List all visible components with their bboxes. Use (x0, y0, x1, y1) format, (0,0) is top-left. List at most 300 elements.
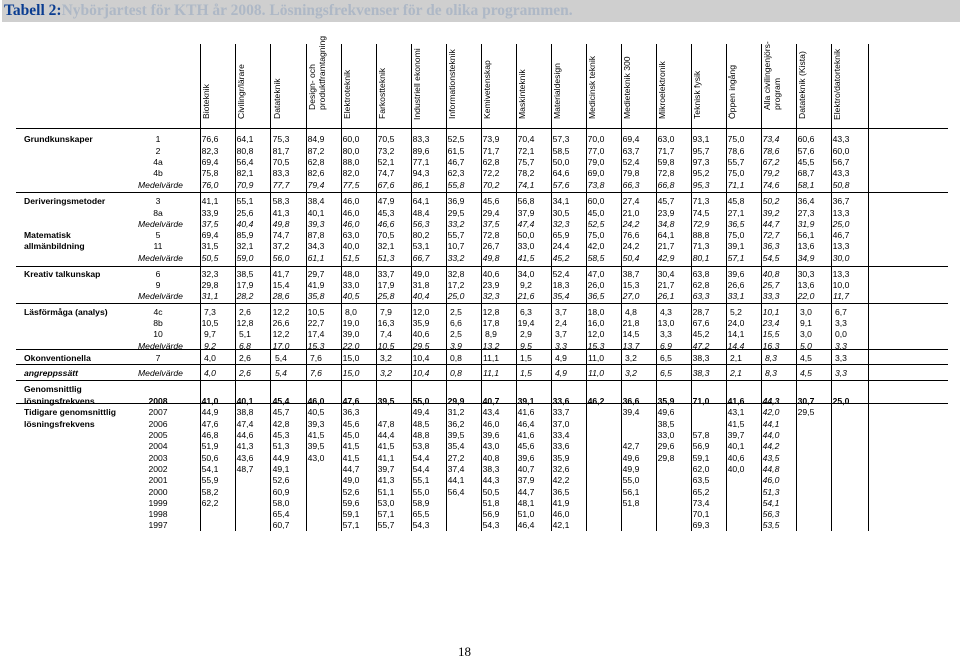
table-cell: 0,0 (835, 329, 847, 339)
table-cell: 50,5 (482, 487, 500, 497)
table-cell: 48,4 (412, 208, 430, 218)
table-cell: 8,9 (485, 329, 497, 339)
table-cell: 51,1 (377, 487, 395, 497)
table-cell: 94,3 (412, 168, 430, 178)
table-cell: 33,4 (552, 430, 570, 440)
table-cell: 46,0 (342, 196, 360, 206)
table-cell: 52,1 (377, 157, 395, 167)
table-cell: 44,9 (272, 453, 290, 463)
table-row (0, 196, 960, 207)
table-cell: 32,3 (552, 219, 570, 229)
table-cell: 34,3 (307, 241, 325, 251)
table-row (0, 208, 960, 219)
table-cell: 49,1 (272, 464, 290, 474)
table-cell: 2,5 (450, 329, 462, 339)
table-cell: 74,7 (272, 230, 290, 240)
table-cell: 43,5 (762, 453, 780, 463)
table-row (0, 441, 960, 452)
table-cell: 77,1 (412, 157, 430, 167)
table-cell: 38,4 (307, 196, 325, 206)
table-cell: 59,0 (236, 253, 254, 263)
table-cell: 41,9 (552, 498, 570, 508)
table-cell: 1,5 (520, 368, 532, 378)
table-cell: 43,3 (832, 134, 850, 144)
table-cell: 35,4 (447, 441, 465, 451)
table-cell: 43,0 (307, 453, 325, 463)
table-cell: 45,0 (342, 430, 360, 440)
table-cell: 70,5 (377, 134, 395, 144)
table-cell: 70,1 (692, 509, 710, 519)
table-cell: 4,9 (555, 353, 567, 363)
table-cell: 74,6 (762, 180, 780, 190)
table-cell: 75,3 (272, 134, 290, 144)
table-cell: 21,7 (657, 241, 675, 251)
table-cell: 10,5 (201, 318, 219, 328)
table-cell: 73,4 (692, 498, 710, 508)
table-cell: 54,1 (201, 464, 219, 474)
table-cell: 39,4 (622, 407, 640, 417)
row-item: 2003 (148, 453, 168, 463)
table-cell: 37,5 (201, 219, 219, 229)
column-header (270, 40, 286, 128)
table-row (0, 168, 960, 179)
table-cell: 29,5 (447, 208, 465, 218)
average-row (0, 180, 960, 191)
table-cell: 64,1 (412, 196, 430, 206)
table-cell: 40,4 (412, 291, 430, 301)
row-item: 1 (155, 134, 161, 144)
table-cell: 40,6 (412, 329, 430, 339)
table-cell: 49,0 (342, 475, 360, 485)
table-cell: 12,8 (236, 318, 254, 328)
table-cell: 36,3 (762, 241, 780, 251)
row-divider (16, 192, 948, 193)
table-cell: 41,3 (272, 208, 290, 218)
column-header (760, 40, 782, 128)
row-divider (16, 128, 948, 129)
column-header-label: Datateknik (272, 77, 282, 119)
row-item: 2 (155, 146, 161, 156)
table-cell: 2,1 (730, 368, 742, 378)
table-row (0, 475, 960, 486)
table-cell: 5,0 (800, 341, 812, 351)
table-cell: 32,8 (447, 269, 465, 279)
table-cell: 54,1 (762, 498, 780, 508)
column-header (480, 40, 496, 128)
table-cell: 42,9 (657, 253, 675, 263)
table-cell: 3,2 (380, 353, 392, 363)
table-cell: 97,3 (692, 157, 710, 167)
table-cell: 73,8 (587, 180, 605, 190)
table-cell: 18,0 (587, 307, 605, 317)
table-cell: 24,0 (727, 318, 745, 328)
table-cell: 57,1 (377, 509, 395, 519)
table-cell: 74,1 (517, 180, 535, 190)
table-cell: 49,6 (657, 407, 675, 417)
table-cell: 40,7 (482, 396, 500, 406)
table-cell: 50,5 (201, 253, 219, 263)
table-row (0, 157, 960, 168)
table-cell: 27,2 (447, 453, 465, 463)
table-cell: 3,2 (625, 353, 637, 363)
table-cell: 56,3 (762, 509, 780, 519)
table-cell: 2,6 (239, 353, 251, 363)
table-cell: 41,1 (377, 453, 395, 463)
table-cell: 3,3 (835, 318, 847, 328)
table-cell: 33,6 (552, 396, 570, 406)
table-cell: 44,3 (482, 475, 500, 485)
table-cell: 32,1 (236, 241, 254, 251)
table-cell: 44,8 (762, 464, 780, 474)
table-cell: 65,4 (272, 509, 290, 519)
table-cell: 64,1 (657, 230, 675, 240)
table-cell: 40,7 (517, 464, 535, 474)
table-cell: 53,1 (412, 241, 430, 251)
table-cell: 53,0 (377, 498, 395, 508)
table-cell: 10,5 (377, 341, 395, 351)
row-item: 10 (153, 329, 163, 339)
table-cell: 13,3 (832, 269, 850, 279)
table-cell: 49,6 (622, 453, 640, 463)
table-cell: 46,0 (482, 419, 500, 429)
table-cell: 44,7 (342, 464, 360, 474)
table-cell: 67,2 (762, 157, 780, 167)
table-cell: 63,5 (692, 475, 710, 485)
table-cell: 45,2 (692, 329, 710, 339)
table-cell: 46,0 (307, 396, 325, 406)
table-cell: 6,5 (660, 368, 672, 378)
table-cell: 67,6 (377, 180, 395, 190)
table-cell: 29,5 (412, 341, 430, 351)
table-cell: 61,1 (307, 253, 325, 263)
table-cell: 44,2 (762, 441, 780, 451)
table-cell: 11,0 (587, 368, 605, 378)
table-cell: 39,6 (482, 430, 500, 440)
table-row (0, 329, 960, 340)
table-cell: 46,6 (377, 219, 395, 229)
table-cell: 33,2 (447, 219, 465, 229)
table-cell: 77,7 (272, 180, 290, 190)
table-cell: 38,5 (236, 269, 254, 279)
table-cell: 39,7 (377, 464, 395, 474)
column-header (234, 40, 250, 128)
table-cell: 71,0 (692, 396, 710, 406)
table-cell: 37,2 (272, 241, 290, 251)
table-cell: 45,3 (272, 430, 290, 440)
table-cell: 88,8 (692, 230, 710, 240)
table-cell: 72,8 (657, 168, 675, 178)
table-cell: 29,8 (201, 280, 219, 290)
table-cell: 1,5 (520, 353, 532, 363)
table-cell: 41,3 (236, 441, 254, 451)
table-cell: 58,0 (272, 498, 290, 508)
table-cell: 53,5 (762, 520, 780, 530)
table-cell: 41,6 (727, 396, 745, 406)
table-cell: 39,6 (727, 269, 745, 279)
table-cell: 43,6 (236, 453, 254, 463)
table-cell: 40,8 (762, 269, 780, 279)
table-cell: 31,2 (447, 407, 465, 417)
table-cell: 44,0 (762, 430, 780, 440)
table-cell: 15,0 (342, 368, 360, 378)
row-item: Medelvärde (138, 219, 183, 229)
table-row (0, 230, 960, 241)
table-cell: 79,0 (587, 157, 605, 167)
table-row (0, 134, 960, 145)
table-cell: 29,9 (447, 396, 465, 406)
column-header-label: Kemivetenskap (482, 59, 492, 119)
row-item: 4a (153, 157, 163, 167)
table-cell: 9,2 (520, 280, 532, 290)
table-cell: 8,0 (345, 307, 357, 317)
table-cell: 7,4 (380, 329, 392, 339)
table-cell: 21,0 (622, 208, 640, 218)
table-cell: 58,5 (587, 253, 605, 263)
row-item: 5 (155, 230, 161, 240)
table-cell: 40,4 (236, 219, 254, 229)
table-cell: 33,2 (447, 253, 465, 263)
table-cell: 4,5 (800, 368, 812, 378)
table-cell: 40,5 (342, 291, 360, 301)
table-cell: 47,6 (201, 419, 219, 429)
row-item: 4b (153, 168, 163, 178)
row-item: 11 (153, 241, 163, 251)
table-cell: 24,2 (622, 241, 640, 251)
table-cell: 3,3 (555, 341, 567, 351)
table-cell: 60,7 (272, 520, 290, 530)
table-cell: 0,8 (450, 353, 462, 363)
row-item: Medelvärde (138, 291, 183, 301)
row-item: 4c (153, 307, 163, 317)
table-cell: 85,9 (236, 230, 254, 240)
table-cell: 45,2 (552, 253, 570, 263)
table-cell: 69,4 (201, 230, 219, 240)
table-cell: 6,8 (239, 341, 251, 351)
table-cell: 70,9 (236, 180, 254, 190)
table-cell: 55,0 (622, 475, 640, 485)
table-cell: 27,3 (797, 208, 815, 218)
column-header (305, 35, 327, 128)
table-cell: 12,2 (272, 329, 290, 339)
table-cell: 55,7 (377, 520, 395, 530)
table-cell: 15,4 (272, 280, 290, 290)
row-item: 8a (153, 208, 163, 218)
table-cell: 39,7 (727, 430, 745, 440)
row-item: Medelvärde (138, 368, 183, 378)
table-cell: 3,3 (835, 368, 847, 378)
table-row (0, 307, 960, 318)
table-cell: 95,3 (692, 180, 710, 190)
table-cell: 52,6 (272, 475, 290, 485)
table-cell: 15,3 (587, 341, 605, 351)
row-item: 1998 (148, 509, 168, 519)
table-cell: 35,4 (552, 291, 570, 301)
row-label: Matematisk (24, 230, 71, 240)
table-cell: 73,2 (377, 146, 395, 156)
table-cell: 55,7 (447, 230, 465, 240)
table-cell: 33,6 (552, 441, 570, 451)
table-cell: 28,7 (692, 307, 710, 317)
table-cell: 13,3 (832, 208, 850, 218)
table-cell: 72,9 (692, 219, 710, 229)
table-cell: 73,9 (482, 134, 500, 144)
table-cell: 26,7 (482, 241, 500, 251)
table-cell: 48,7 (236, 464, 254, 474)
table-cell: 2,5 (450, 307, 462, 317)
table-cell: 35,9 (657, 396, 675, 406)
column-header-label: Industriell ekonomi (412, 47, 422, 120)
table-cell: 31,5 (201, 241, 219, 251)
table-cell: 29,7 (307, 269, 325, 279)
table-cell: 37,0 (552, 419, 570, 429)
table-cell: 41,5 (377, 441, 395, 451)
table-cell: 43,4 (482, 407, 500, 417)
table-cell: 17,2 (447, 280, 465, 290)
table-row (0, 396, 960, 407)
row-label: Grundkunskaper (24, 134, 93, 144)
table-cell: 40,0 (727, 464, 745, 474)
table-cell: 39,3 (307, 419, 325, 429)
table-cell: 45,4 (272, 396, 290, 406)
table-row (0, 430, 960, 441)
table-cell: 39,2 (762, 208, 780, 218)
table-cell: 34,9 (797, 253, 815, 263)
table-cell: 66,8 (657, 180, 675, 190)
table-cell: 61,5 (447, 146, 465, 156)
table-cell: 38,8 (236, 407, 254, 417)
table-cell: 54,4 (412, 464, 430, 474)
table-cell: 58,2 (201, 487, 219, 497)
column-header-label: Öppen ingång (727, 64, 737, 119)
table-cell: 63,0 (342, 230, 360, 240)
average-row (0, 341, 960, 352)
row-item: 2008 (148, 396, 168, 406)
table-cell: 51,3 (377, 253, 395, 263)
table-cell: 50,0 (517, 230, 535, 240)
table-cell: 24,2 (622, 219, 640, 229)
row-divider (16, 380, 948, 381)
table-cell: 82,0 (342, 168, 360, 178)
table-cell: 54,3 (482, 520, 500, 530)
table-cell: 62,3 (447, 168, 465, 178)
table-cell: 29,5 (797, 407, 815, 417)
table-cell: 41,6 (517, 407, 535, 417)
table-cell: 45,6 (342, 419, 360, 429)
table-cell: 38,3 (692, 353, 710, 363)
row-label: lösningsfrekvens (24, 396, 95, 406)
column-header-label: Civilingr/lärare (236, 63, 246, 119)
table-cell: 75,7 (517, 157, 535, 167)
table-cell: 41,5 (342, 441, 360, 451)
table-cell: 3,2 (380, 368, 392, 378)
table-cell: 37,4 (447, 464, 465, 474)
table-cell: 66,7 (412, 253, 430, 263)
table-cell: 70,4 (517, 134, 535, 144)
table-cell: 44,3 (762, 396, 780, 406)
table-cell: 47,9 (377, 196, 395, 206)
table-cell: 89,6 (412, 146, 430, 156)
table-cell: 56,9 (692, 441, 710, 451)
table-cell: 5,4 (275, 368, 287, 378)
table-cell: 23,9 (657, 208, 675, 218)
table-cell: 31,9 (797, 219, 815, 229)
table-cell: 14,5 (622, 329, 640, 339)
table-cell: 65,9 (552, 230, 570, 240)
table-cell: 71,3 (692, 196, 710, 206)
table-cell: 9,7 (204, 329, 216, 339)
table-cell: 40,1 (307, 208, 325, 218)
average-row (0, 219, 960, 230)
table-cell: 18,3 (552, 280, 570, 290)
table-cell: 25,0 (832, 219, 850, 229)
table-cell: 47,8 (377, 419, 395, 429)
table-row (0, 509, 960, 520)
table-cell: 75,0 (727, 168, 745, 178)
table-cell: 45,5 (797, 157, 815, 167)
table-cell: 8,3 (765, 353, 777, 363)
table-cell: 32,6 (552, 464, 570, 474)
table-cell: 36,3 (342, 407, 360, 417)
table-cell: 44,1 (762, 419, 780, 429)
table-cell: 62,8 (307, 157, 325, 167)
table-cell: 39,5 (307, 441, 325, 451)
column-header-label: Datateknik (Kista) (797, 50, 807, 119)
table-cell: 70,0 (587, 134, 605, 144)
table-cell: 3,2 (625, 368, 637, 378)
table-cell: 63,7 (622, 146, 640, 156)
column-header (830, 40, 846, 128)
table-cell: 35,9 (412, 318, 430, 328)
table-cell: 62,8 (692, 280, 710, 290)
table-cell: 60,0 (587, 196, 605, 206)
table-cell: 58,9 (412, 498, 430, 508)
column-header-label: Maskinteknik (517, 68, 527, 119)
table-cell: 60,9 (272, 487, 290, 497)
table-cell: 62,2 (201, 498, 219, 508)
table-cell: 30,3 (797, 269, 815, 279)
table-cell: 58,5 (552, 146, 570, 156)
table-cell: 14,4 (727, 341, 745, 351)
table-cell: 49,0 (412, 269, 430, 279)
table-cell: 12,0 (587, 329, 605, 339)
table-cell: 3,9 (450, 341, 462, 351)
table-cell: 0,8 (450, 368, 462, 378)
page-number: 18 (458, 644, 471, 659)
table-cell: 11,7 (832, 291, 850, 301)
row-item: Medelvärde (138, 253, 183, 263)
table-cell: 4,0 (204, 353, 216, 363)
table-cell: 71,7 (657, 146, 675, 156)
table-cell: 46,0 (342, 219, 360, 229)
table-cell: 52,5 (587, 219, 605, 229)
table-cell: 6,7 (835, 307, 847, 317)
table-cell: 93,1 (692, 134, 710, 144)
table-cell: 50,6 (201, 453, 219, 463)
table-cell: 68,7 (797, 168, 815, 178)
table-cell: 3,3 (660, 329, 672, 339)
table-cell: 48,0 (342, 269, 360, 279)
table-cell: 42,1 (552, 520, 570, 530)
row-item: 6 (155, 269, 161, 279)
table-cell: 7,6 (310, 353, 322, 363)
table-cell: 44,4 (377, 430, 395, 440)
table-cell: 28,2 (236, 291, 254, 301)
column-header (585, 40, 601, 128)
table-cell: 42,0 (762, 407, 780, 417)
table-cell: 15,5 (762, 329, 780, 339)
table-cell: 82,3 (201, 146, 219, 156)
table-cell: 76,0 (201, 180, 219, 190)
